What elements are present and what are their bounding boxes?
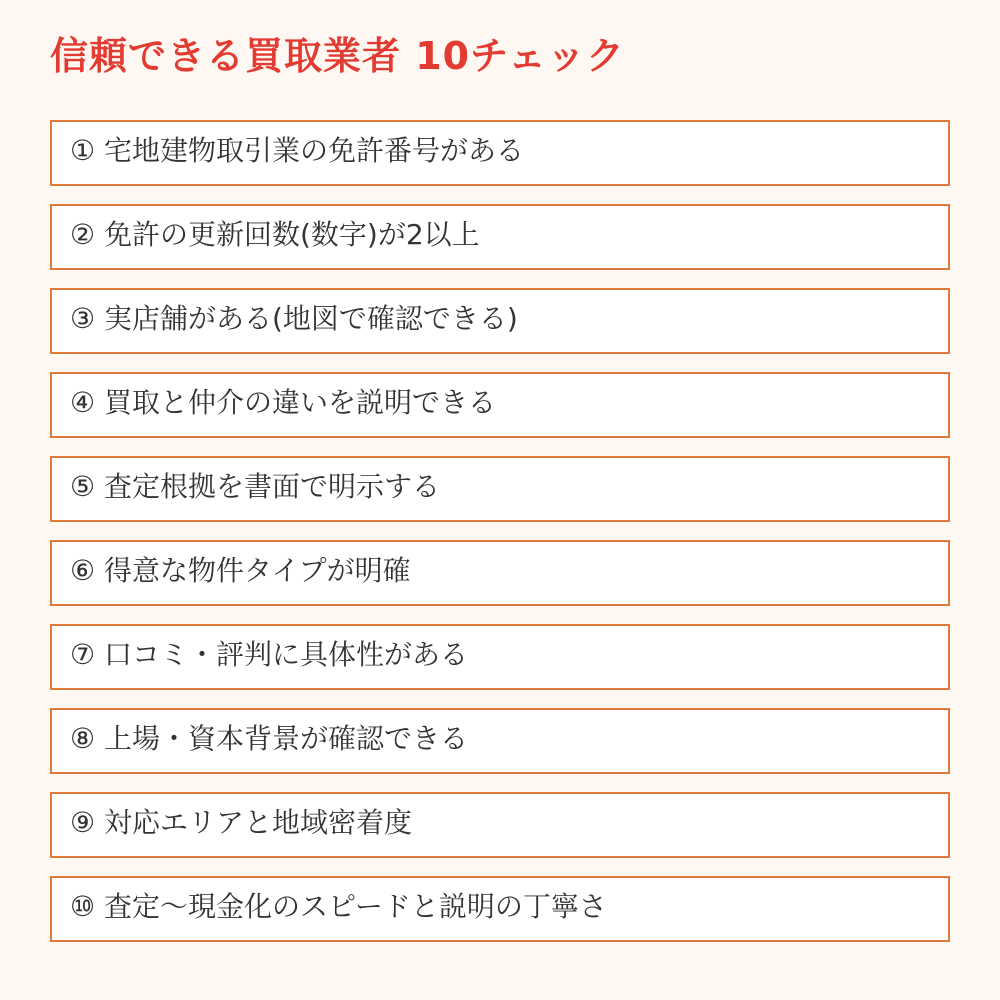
checklist-item-1: ① 宅地建物取引業の免許番号がある <box>50 120 950 186</box>
checklist-item-8: ⑧ 上場・資本背景が確認できる <box>50 708 950 774</box>
checklist-item-3: ③ 実店舗がある(地図で確認できる) <box>50 288 950 354</box>
page-title: 信頼できる買取業者 10チェック <box>50 34 625 78</box>
checklist-item-6: ⑥ 得意な物件タイプが明確 <box>50 540 950 606</box>
checklist-item-7: ⑦ 口コミ・評判に具体性がある <box>50 624 950 690</box>
checklist-item-2: ② 免許の更新回数(数字)が2以上 <box>50 204 950 270</box>
checklist-item-9: ⑨ 対応エリアと地域密着度 <box>50 792 950 858</box>
checklist <box>50 120 950 960</box>
checklist-item-4: ④ 買取と仲介の違いを説明できる <box>50 372 950 438</box>
checklist-item-10: ⑩ 査定〜現金化のスピードと説明の丁寧さ <box>50 876 950 942</box>
checklist-item-5: ⑤ 査定根拠を書面で明示する <box>50 456 950 522</box>
